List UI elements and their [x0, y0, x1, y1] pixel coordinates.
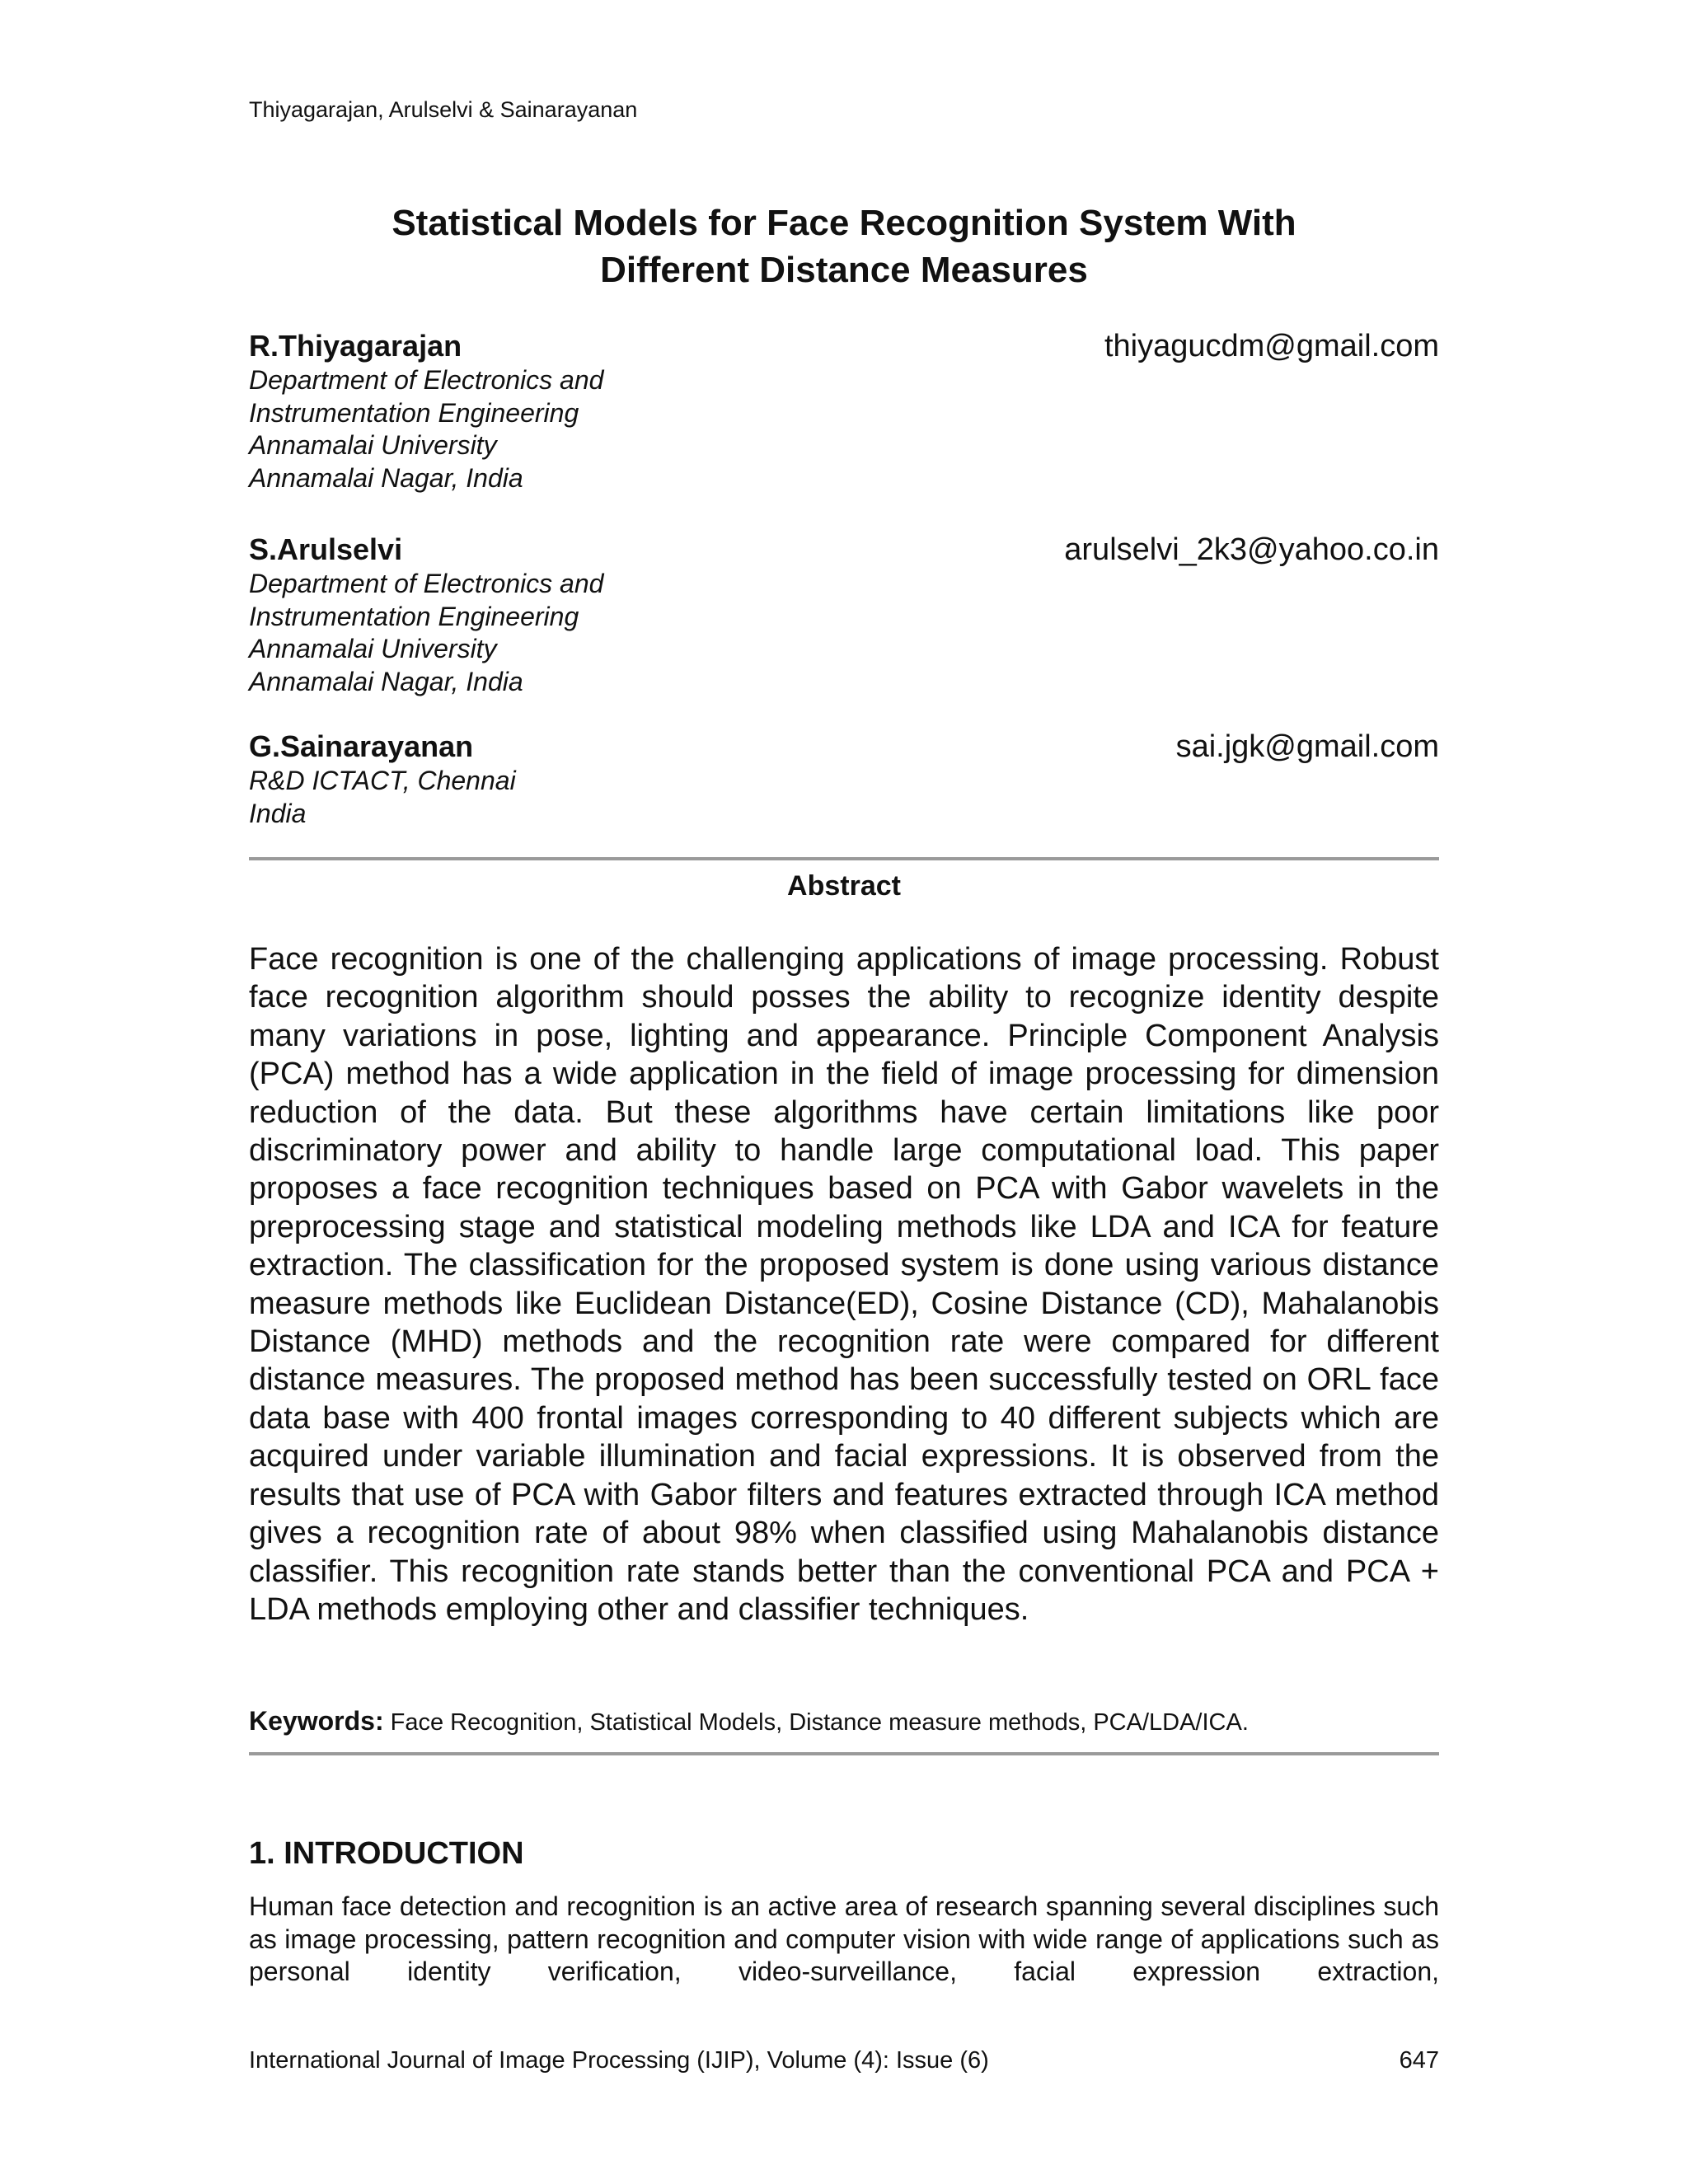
section-heading-introduction: 1. INTRODUCTION [249, 1836, 524, 1871]
affiliation-line: Instrumentation Engineering [249, 601, 579, 631]
author-name: R.Thiyagarajan [249, 329, 462, 363]
running-head: Thiyagarajan, Arulselvi & Sainarayanan [249, 97, 638, 122]
affiliation-line: Annamalai University [249, 430, 497, 460]
author-affiliation [249, 364, 1439, 494]
divider-top [249, 857, 1439, 860]
author-name: S.Arulselvi [249, 532, 403, 566]
affiliation-line: Instrumentation Engineering [249, 397, 579, 428]
keywords-text: Face Recognition, Statistical Models, Distance measure methods, PCA/LDA/ICA. [390, 1709, 1249, 1736]
affiliation-line: Department of Electronics and [249, 569, 604, 598]
affiliation-line: R&D ICTACT, Chennai [249, 766, 516, 795]
abstract-heading: Abstract [787, 870, 901, 902]
divider-bottom [249, 1752, 1439, 1755]
title-line-2: Different Distance Measures [600, 250, 1088, 290]
author-block-3 [249, 729, 1439, 830]
author-name: G.Sainarayanan [249, 729, 474, 763]
page-footer [249, 2047, 1439, 2074]
introduction-body: Human face detection and recognition is an active area of research spanning several disciplines such as image processing, pattern recognition and computer vision with wide range of applications such as personal identity verification, video-surveillance, facial expression extraction, [249, 1891, 1439, 1986]
author-email: thiyagucdm@gmail.com [1104, 329, 1439, 363]
affiliation-line: Annamalai University [249, 634, 497, 663]
keywords-label: Keywords: [249, 1706, 384, 1736]
affiliation-line: Annamalai Nagar, India [249, 666, 523, 696]
keywords-line [249, 1704, 1439, 1739]
author-email: sai.jgk@gmail.com [1175, 729, 1439, 764]
author-affiliation [249, 765, 1439, 830]
author-email: arulselvi_2k3@yahoo.co.in [1064, 532, 1439, 567]
title-line-1: Statistical Models for Face Recognition System With [392, 203, 1296, 243]
author-block-1 [249, 328, 1439, 494]
paper-title [249, 199, 1439, 293]
footer-journal: International Journal of Image Processing (IJIP), Volume (4): Issue (6) [249, 2047, 989, 2074]
affiliation-line: India [249, 798, 307, 828]
author-block-2 [249, 532, 1439, 698]
affiliation-line: Annamalai Nagar, India [249, 462, 523, 493]
abstract-body: Face recognition is one of the challenging applications of image processing. Robust face recognition algorithm should posses the ability to recognize identity despite many variations in pose, lighting and appearance. Principle Component Analysis (PCA) method has a wide application in the field of image processing for dimension reduction of the data. But these algorithms have certain limitations like poor discriminatory power and ability to handle large computational load. This paper proposes a face recognition techniques based on PCA with Gabor wavelets in the preprocessing stage and statistical modeling methods like LDA and ICA for feature extraction. The classification for the proposed system is done using various distance measure methods like Euclidean Distance(ED), Cosine Distance (CD), Mahalanobis Distance (MHD) methods and the recognition rate were compared for different distance measures. The proposed method has been successfully tested on ORL face data base with 400 frontal images corresponding to 40 different subjects which are acquired under variable illumination and facial expressions. It is observed from the results that use of PCA with Gabor filters and features extracted through ICA method gives a recognition rate of about 98% when classified using Mahalanobis distance classifier. This recognition rate stands better than the conventional PCA and PCA + LDA methods employing other and classifier techniques. [249, 942, 1439, 1627]
footer-page-number: 647 [1399, 2047, 1439, 2074]
affiliation-line: Department of Electronics and [249, 365, 604, 395]
author-affiliation [249, 568, 1439, 698]
